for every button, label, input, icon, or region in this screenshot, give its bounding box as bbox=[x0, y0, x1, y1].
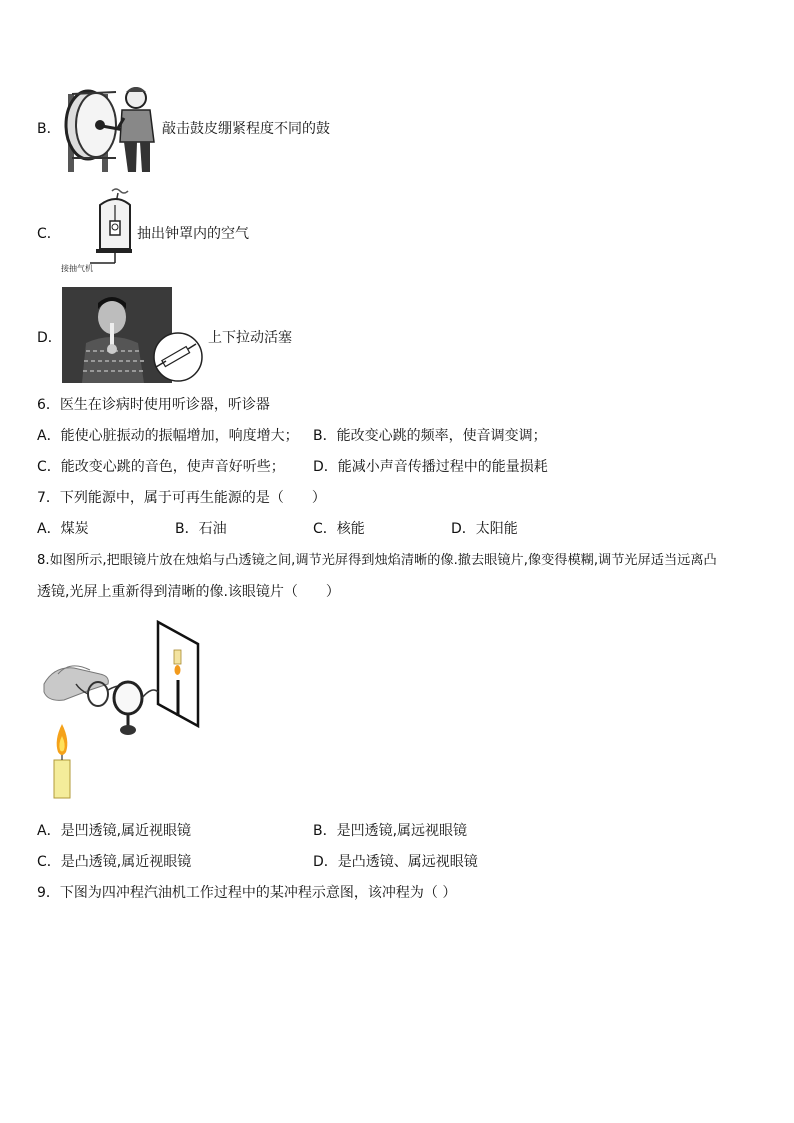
q5-option-d-letter: D． bbox=[37, 330, 62, 346]
q8-stem-line2: 透镜,光屏上重新得到清晰的像.该眼镜片（ ） bbox=[37, 584, 340, 600]
q7-option-d: D．太阳能 bbox=[451, 521, 518, 537]
q7-option-c: C．核能 bbox=[313, 521, 365, 537]
boy-syringe-photo bbox=[62, 287, 204, 383]
q5-option-d-text: 上下拉动活塞 bbox=[208, 330, 292, 346]
q7-option-a: A．煤炭 bbox=[37, 521, 89, 537]
q8-option-b: B．是凹透镜,属远视眼镜 bbox=[313, 823, 468, 839]
q5-option-b-text: 敲击鼓皮绷紧程度不同的鼓 bbox=[162, 121, 330, 137]
q5-option-c-letter: C． bbox=[37, 226, 61, 242]
q6-option-c: C．能改变心跳的音色，使声音好听些； bbox=[37, 459, 285, 475]
q8-option-a: A．是凹透镜,属近视眼镜 bbox=[37, 823, 192, 839]
q8-stem-line1: 8.如图所示,把眼镜片放在烛焰与凸透镜之间,调节光屏得到烛焰清晰的像.撤去眼镜片,像变得模糊,调节光屏适当远离凸 bbox=[37, 553, 717, 568]
q9-stem: 9．下图为四冲程汽油机工作过程中的某冲程示意图，该冲程为（ ） bbox=[37, 885, 457, 901]
q8-option-c: C．是凸透镜,属近视眼镜 bbox=[37, 854, 192, 870]
bell-jar-illustration bbox=[60, 183, 132, 275]
q5-option-c-text: 抽出钟罩内的空气 bbox=[137, 226, 249, 242]
q5-option-b-letter: B． bbox=[37, 121, 61, 137]
q6-option-d: D．能减小声音传播过程中的能量损耗 bbox=[313, 459, 548, 475]
vacuum-pump-label: 接抽气机 bbox=[61, 264, 93, 273]
q8-option-d: D．是凸透镜、属远视眼镜 bbox=[313, 854, 478, 870]
q7-option-b: B．石油 bbox=[175, 521, 227, 537]
q7-stem: 7．下列能源中，属于可再生能源的是（ ） bbox=[37, 490, 326, 506]
q6-option-a: A．能使心脏振动的振幅增加，响度增大； bbox=[37, 428, 299, 444]
q6-option-b: B．能改变心跳的频率，使音调变调； bbox=[313, 428, 547, 444]
q6-stem: 6．医生在诊病时使用听诊器，听诊器 bbox=[37, 397, 270, 413]
lens-candle-experiment-figure bbox=[40, 620, 210, 802]
drum-illustration bbox=[62, 80, 158, 174]
